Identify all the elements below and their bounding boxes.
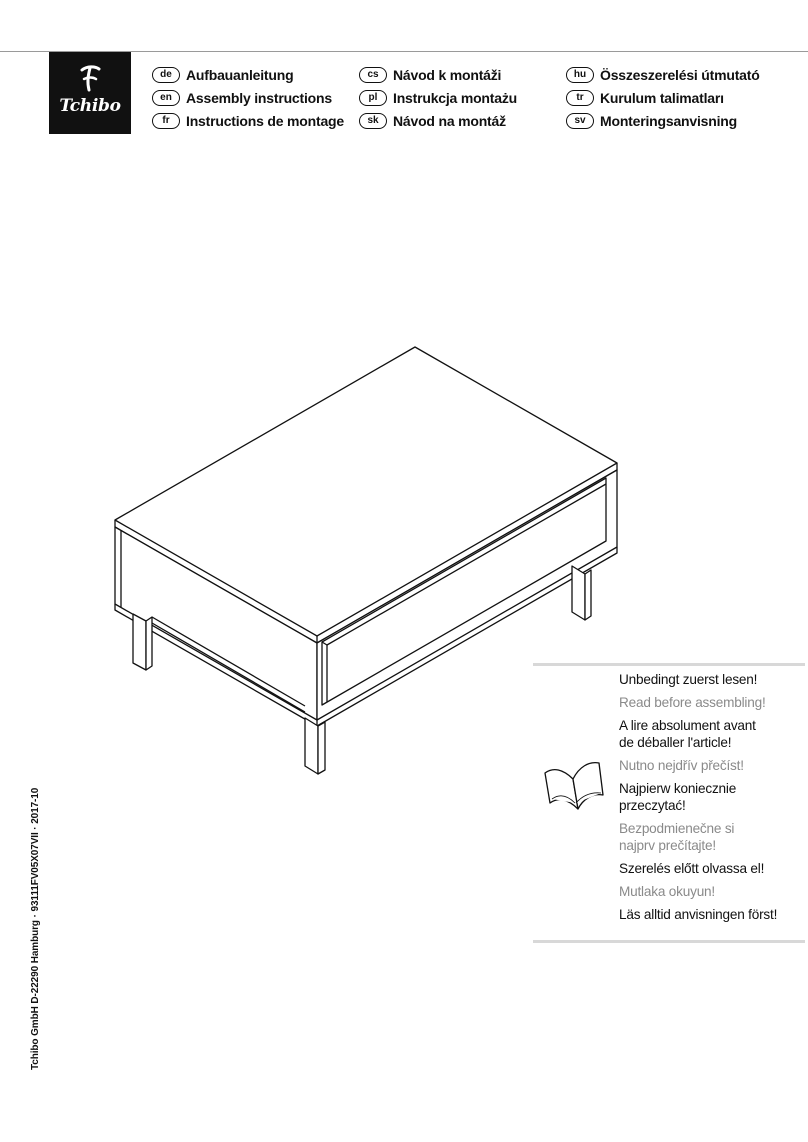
notice-top-rule <box>533 663 805 666</box>
notice-bottom-rule <box>533 940 805 943</box>
notice-line-sv: Läs alltid anvisningen först! <box>619 907 778 922</box>
notice-line-cs: Nutno nejdřív přečíst! <box>619 758 744 773</box>
imprint-text: Tchibo GmbH D-22290 Hamburg · 93111FV05X07VII · 2017-10 <box>30 787 41 1070</box>
lang-title: Assembly instructions <box>186 90 332 106</box>
lang-code-badge: fr <box>152 113 180 129</box>
lang-title: Návod k montáži <box>393 67 502 83</box>
lang-code-badge: pl <box>359 90 387 106</box>
lang-code-badge: de <box>152 67 180 83</box>
open-book-icon <box>543 759 605 813</box>
lang-title: Návod na montáž <box>393 113 506 129</box>
lang-title: Összeszerelési útmutató <box>600 67 760 83</box>
lang-title: Instructions de montage <box>186 113 344 129</box>
notice-line-en: Read before assembling! <box>619 695 766 710</box>
lang-code-badge: hu <box>566 67 594 83</box>
notice-line-tr: Mutlaka okuyun! <box>619 884 715 899</box>
read-first-notice <box>533 663 805 943</box>
lang-code-badge: sk <box>359 113 387 129</box>
notice-line-fr-1: A lire absolument avant <box>619 718 756 733</box>
lang-title: Monteringsanvisning <box>600 113 737 129</box>
lang-code-badge: cs <box>359 67 387 83</box>
notice-line-pl-1: Najpierw koniecznie <box>619 781 737 796</box>
brand-name: Tchibo <box>59 96 121 116</box>
notice-line-de: Unbedingt zuerst lesen! <box>619 672 758 687</box>
notice-lines <box>619 671 805 929</box>
lang-title: Instrukcja montażu <box>393 90 517 106</box>
lang-code-badge: sv <box>566 113 594 129</box>
notice-line-sk-1: Bezpodmienečne si <box>619 821 735 836</box>
notice-line-pl-2: przeczytać! <box>619 798 686 813</box>
lang-title: Kurulum talimatları <box>600 90 724 106</box>
lang-code-badge: en <box>152 90 180 106</box>
notice-line-fr-2: de déballer l'article! <box>619 735 732 750</box>
notice-line-hu: Szerelés előtt olvassa el! <box>619 861 765 876</box>
lang-title: Aufbauanleitung <box>186 67 294 83</box>
lang-code-badge: tr <box>566 90 594 106</box>
notice-line-sk-2: najprv prečítajte! <box>619 838 716 853</box>
